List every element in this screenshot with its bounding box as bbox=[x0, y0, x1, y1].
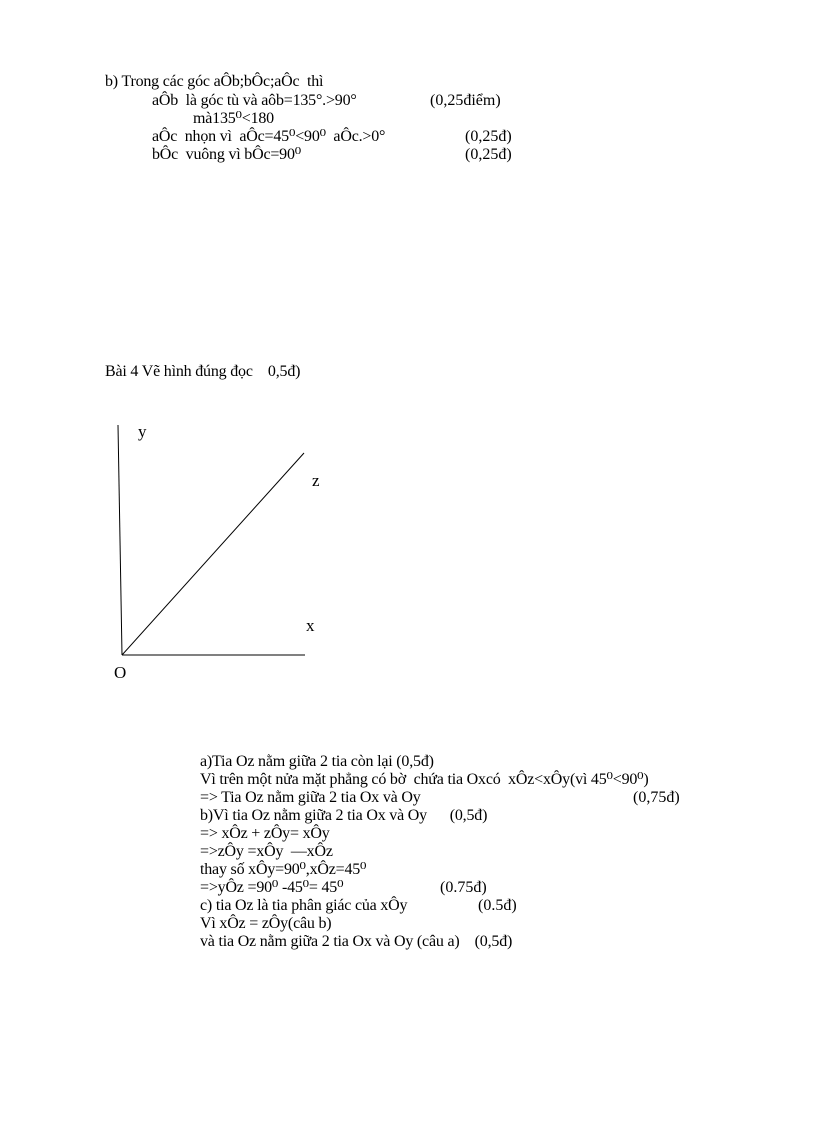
label-origin: O bbox=[114, 663, 127, 682]
solution-points-3: (0,75đ) bbox=[633, 789, 680, 806]
section-b-line-4: bÔc vuông vì bÔc=90⁰ bbox=[152, 146, 301, 163]
solution-line-1: a)Tia Oz nằm giữa 2 tia còn lại (0,5đ) bbox=[200, 753, 434, 770]
section-b-heading: b) Trong các góc aÔb;bÔc;aÔc thì bbox=[105, 73, 324, 90]
section-b-points-1: (0,25điểm) bbox=[430, 92, 501, 109]
solution-line-8: =>yÔz =90⁰ -45⁰= 45⁰ bbox=[200, 879, 344, 896]
section-b-points-3: (0,25đ) bbox=[465, 146, 512, 163]
ray-oy bbox=[118, 425, 122, 655]
solution-line-6: =>zÔy =xÔy —xÔz bbox=[200, 843, 333, 860]
section-b-line-2: mà135⁰<180 bbox=[193, 110, 274, 127]
label-y: y bbox=[138, 422, 147, 441]
solution-line-11: và tia Oz nằm giữa 2 tia Ox và Oy (câu a) (0,5đ) bbox=[200, 933, 513, 950]
section-b-line-1: aÔb là góc tù và aôb=135°.>90° bbox=[152, 92, 357, 109]
section-b-line-3: aÔc nhọn vì aÔc=45⁰<90⁰ aÔc.>0° bbox=[152, 128, 386, 145]
label-x: x bbox=[306, 616, 315, 635]
solution-points-8: (0.75đ) bbox=[440, 879, 487, 896]
solution-points-9: (0.5đ) bbox=[478, 897, 517, 914]
solution-line-5: => xÔz + zÔy= xÔy bbox=[200, 825, 330, 842]
solution-line-3: => Tia Oz nằm giữa 2 tia Ox và Oy bbox=[200, 789, 421, 806]
solution-line-7: thay số xÔy=90⁰,xÔz=45⁰ bbox=[200, 861, 367, 878]
solution-line-9: c) tia Oz là tia phân giác của xÔy bbox=[200, 897, 408, 914]
bai4-heading: Bài 4 Vẽ hình đúng đọc 0,5đ) bbox=[105, 363, 301, 380]
angle-figure bbox=[100, 415, 340, 695]
ray-oz bbox=[122, 453, 304, 655]
solution-line-4: b)Vì tia Oz nằm giữa 2 tia Ox và Oy (0,5đ) bbox=[200, 807, 488, 824]
solution-line-10: Vì xÔz = zÔy(câu b) bbox=[200, 915, 332, 932]
solution-line-2: Vì trên một nửa mặt phẳng có bờ chứa tia Oxcó xÔz<xÔy(vì 45⁰<90⁰) bbox=[200, 771, 649, 788]
section-b-points-2: (0,25đ) bbox=[465, 128, 512, 145]
label-z: z bbox=[312, 471, 320, 490]
